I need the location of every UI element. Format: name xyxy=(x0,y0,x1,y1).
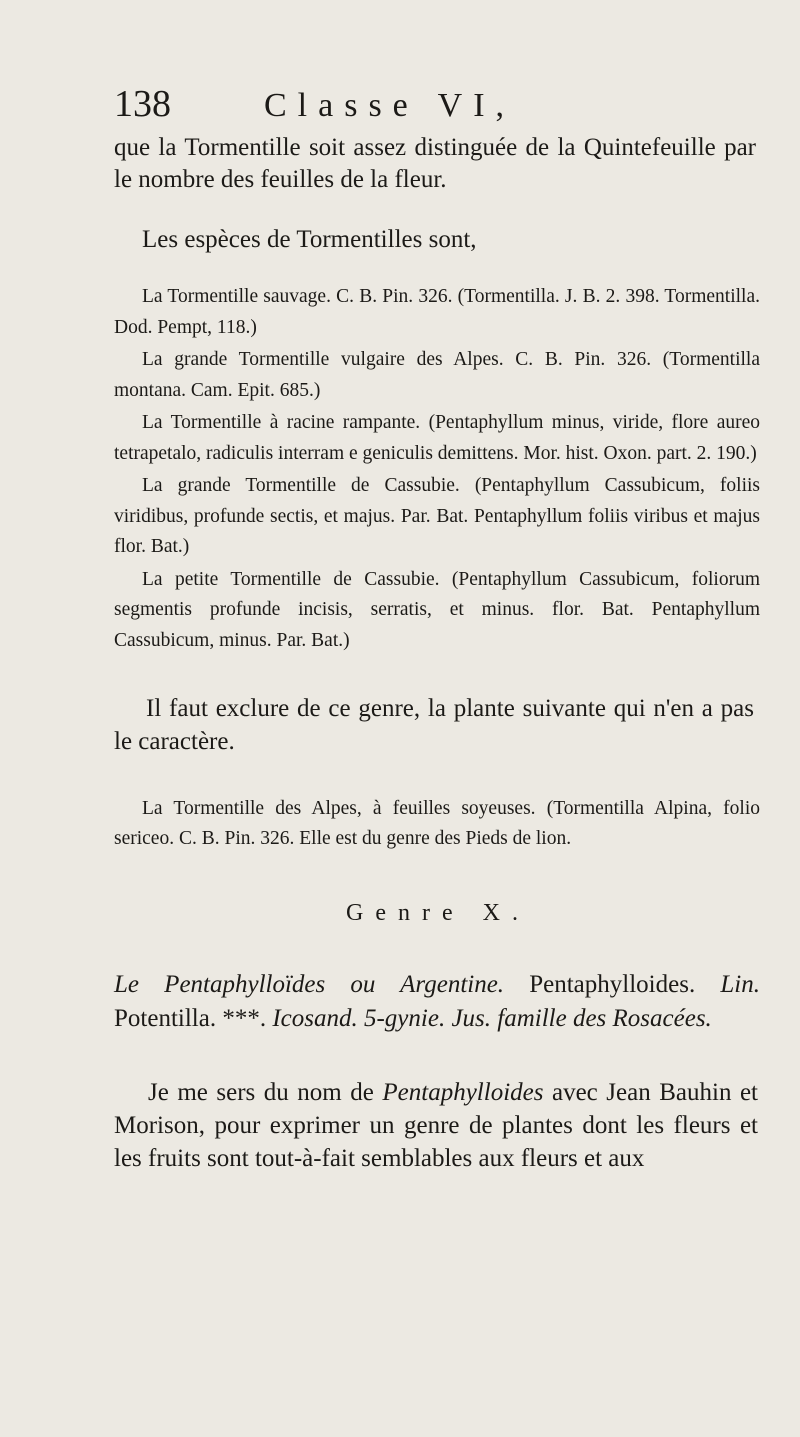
species-entry: La Tormentille sauvage. C. B. Pin. 326. (Tormentilla. J. B. 2. 398. Tormentilla. Dod. Pempt, 118.) xyxy=(114,286,760,338)
exclusion-note: Il faut exclure de ce genre, la plante suivante qui n'en a pas le caractère. xyxy=(114,695,754,755)
genus-title xyxy=(114,968,760,1036)
body-italic-term: Pentaphylloides xyxy=(382,1079,544,1106)
excluded-species-entry: La Tormentille des Alpes, à feuilles soyeuses. (Tormentilla Alpina, folio sericeo. C. B. Pin. 326. Elle est du genre des Pieds de lion. xyxy=(114,798,760,849)
genus-latin-name: Pentaphylloides. xyxy=(504,971,721,998)
page-header xyxy=(114,80,762,132)
genus-french-name: Le Pentaphylloïdes ou Argentine. xyxy=(114,971,505,998)
body-text-end: avec Jean Bauhin et Morison, pour exprimer un genre de plantes dont les fleurs et les fruits sont tout-à-fait semblables aux fleurs et aux xyxy=(114,1079,758,1172)
classification: Icosand. 5-gynie. Jus. famille des Rosacées. xyxy=(272,1005,712,1032)
species-list xyxy=(114,282,760,656)
page-content xyxy=(114,80,762,1175)
linnaeus-abbrev: Lin. xyxy=(720,971,760,998)
species-entry: La petite Tormentille de Cassubie. (Pentaphyllum Cassubicum, foliorum segmentis profunde incisis, serratis, et minus. flor. Bat. Pentaphyllum Cassubicum, minus. Par. Bat.) xyxy=(114,568,760,651)
genus-heading: Genre X. xyxy=(346,900,530,926)
page-number: 138 xyxy=(114,83,171,125)
species-entry: La Tormentille à racine rampante. (Pentaphyllum minus, viride, flore aureo tetrapetalo, radiculis interram e geniculis demittens. Mor. hist. Oxon. part. 2. 190.) xyxy=(114,412,760,464)
species-heading: Les espèces de Tormentilles sont, xyxy=(142,226,477,253)
species-entry: La grande Tormentille vulgaire des Alpes. C. B. Pin. 326. (Tormentilla montana. Cam. Epit. 685.) xyxy=(114,349,760,401)
running-title: Classe VI, xyxy=(264,87,516,124)
intro-paragraph: que la Tormentille soit assez distinguée de la Quintefeuille par le nombre des feuilles de la fleur. xyxy=(114,134,756,193)
linnaean-genus: Potentilla. ***. xyxy=(114,1005,273,1032)
body-paragraph xyxy=(114,1076,758,1175)
body-text-start: Je me sers du nom de xyxy=(148,1079,383,1106)
species-entry: La grande Tormentille de Cassubie. (Pentaphyllum Cassubicum, foliis viridibus, profunde sectis, et majus. Par. Bat. Pentaphyllum foliis viribus et majus flor. Bat.) xyxy=(114,475,760,557)
